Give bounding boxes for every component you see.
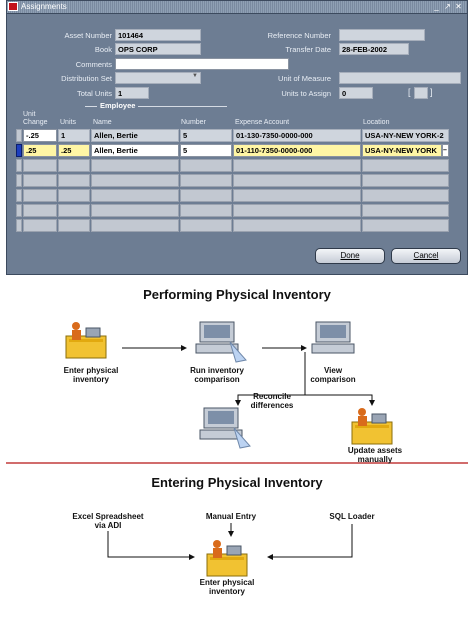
done-button-label: Done [340,251,360,260]
comments-label: Comments [75,60,112,69]
table-cell-location[interactable]: USA-NY-NEW YORK [362,144,442,157]
table-cell-unit-change[interactable]: .25 [23,144,57,157]
computer-icon [312,322,354,353]
distribution-set-label: Distribution Set [61,74,112,83]
table-cell-units[interactable]: 1 [58,129,90,142]
update-assets-manually-caption: Update assets manually [347,446,403,464]
units-to-assign-field[interactable]: 0 [339,87,373,99]
arrow-sql [268,524,352,557]
sql-loader-caption: SQL Loader [329,512,375,521]
person-desk-icon [207,540,247,576]
run-inventory-comparison-caption: Run inventory comparison [190,366,244,384]
employee-group-label: Employee [97,101,138,110]
name-header: Name [93,119,112,126]
table-cell-location[interactable]: USA-NY-NEW YORK-2 [362,129,449,142]
number-header: Number [181,119,206,126]
total-units-label: Total Units [76,89,112,98]
cancel-button-label: Cancel [413,251,439,260]
enter-physical-inventory-caption: Enter physical inventory [199,578,255,596]
minimize-icon[interactable]: _ [434,2,439,11]
bracket-right: ] [430,87,433,97]
transfer-date-field[interactable]: 28-FEB-2002 [339,43,409,55]
restore-icon[interactable]: ↗ [444,2,451,11]
table-cell-expense-account[interactable]: 01-110-7350-0000-000 [233,144,361,157]
table-cell-expense-account[interactable]: 01-130-7350-0000-000 [233,129,361,142]
bracket-left: [ [408,87,411,97]
reconcile-differences-caption: Reconcile differences [250,392,294,410]
excel-spreadsheet-caption: Excel Spreadsheet via ADI [72,512,144,530]
table-cell-unit-change[interactable]: -.25 [23,129,57,142]
table-cell-number[interactable]: 5 [180,144,232,157]
arrow-to-update [305,395,372,405]
person-desk-icon [352,408,392,444]
location-header: Location [363,119,390,126]
lov-button[interactable]: – [442,144,449,157]
units-header: Units [60,119,76,126]
table-cell-name[interactable]: Allen, Bertie [91,129,179,142]
unit-of-measure-label: Unit of Measure [278,74,331,83]
total-units-field[interactable]: 1 [115,87,149,99]
table-cell-units[interactable]: .25 [58,144,90,157]
table-cell-number[interactable]: 5 [180,129,232,142]
asset-number-label: Asset Number [64,31,112,40]
arrow-excel [108,531,194,557]
computer-icon [196,322,246,362]
person-desk-icon [66,322,106,358]
dropdown-arrow-icon[interactable]: ▼ [192,73,198,79]
manual-entry-caption: Manual Entry [205,512,257,521]
book-field[interactable]: OPS CORP [115,43,201,55]
units-to-assign-label: Units to Assign [281,89,331,98]
transfer-date-label: Transfer Date [285,45,331,54]
window-title: Assignments [21,2,67,11]
reference-number-label: Reference Number [267,31,331,40]
close-icon[interactable]: ✕ [455,2,462,11]
book-label: Book [94,45,112,54]
expense-account-header: Expense Account [235,119,290,126]
view-comparison-caption: View comparison [310,366,356,384]
asset-number-field[interactable]: 101464 [115,29,201,41]
unit-change-header-2: Change [23,119,48,126]
unit-change-header-1: Unit [23,111,36,118]
computer-icon [200,408,250,448]
enter-physical-inventory-caption: Enter physical inventory [63,366,119,384]
table-cell-name[interactable]: Allen, Bertie [91,144,179,157]
diagram2-title: Entering Physical Inventory [151,475,323,490]
diagram1-title: Performing Physical Inventory [143,287,331,302]
